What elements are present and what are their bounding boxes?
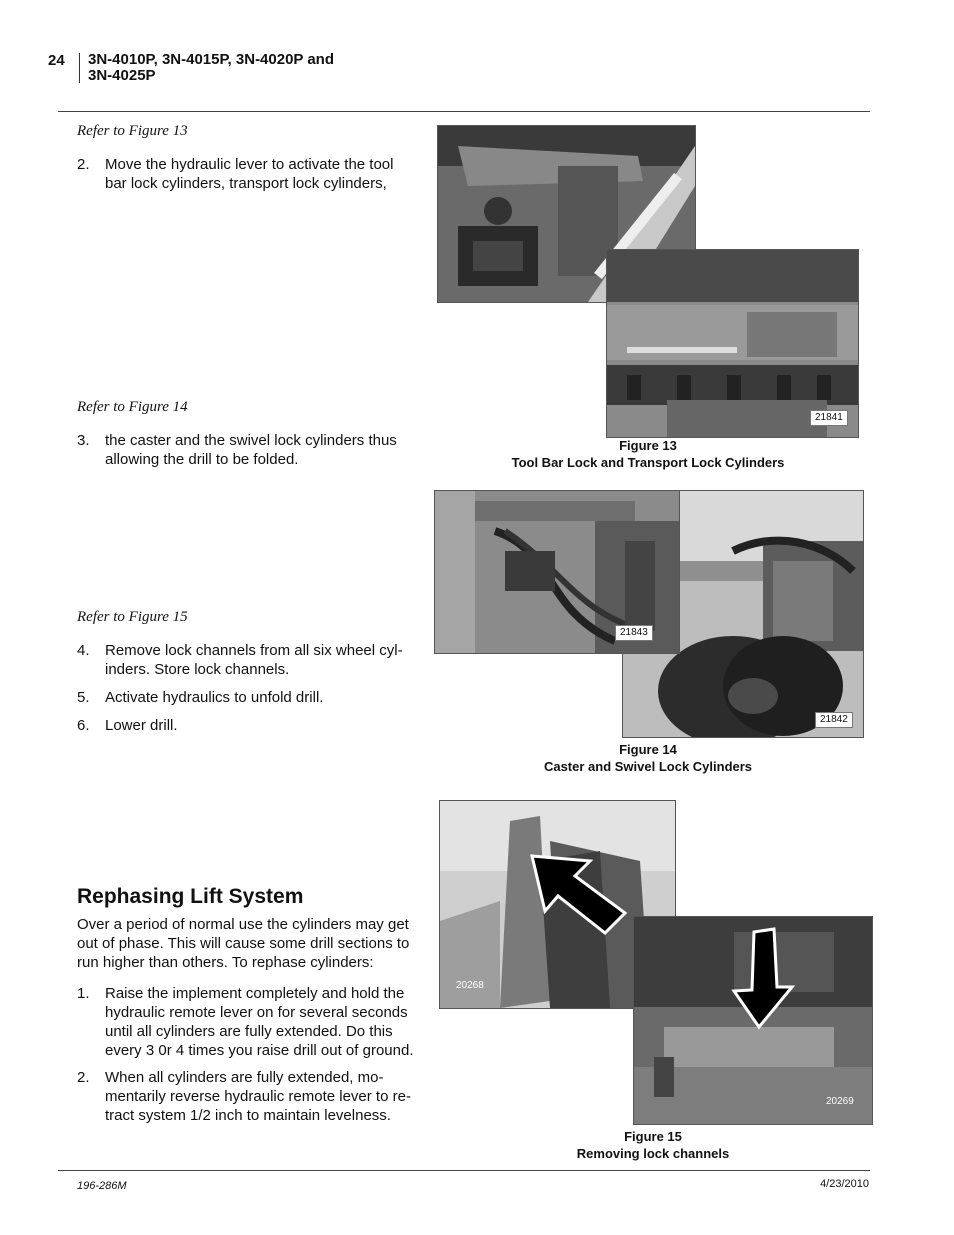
- step-number: 2.: [77, 1069, 90, 1086]
- header-rule: [58, 111, 870, 112]
- revision-date: 4/23/2010: [820, 1178, 869, 1190]
- intro-paragraph: Over a period of normal use the cylinders may get out of phase. This will cause some drill sections to run higher than others. To rephase cylinders:: [77, 916, 410, 971]
- figure-title: Tool Bar Lock and Transport Lock Cylinders: [511, 455, 785, 470]
- header-divider: [79, 53, 80, 83]
- step-text: Raise the implement completely and hold the hydraulic remote lever on for several seconds until all cylinders are fully extended. Do this every 3 0r 4 times you raise drill out of ground.: [105, 985, 414, 1059]
- page-title: [88, 52, 334, 84]
- step-text: Lower drill.: [105, 717, 178, 734]
- step-5: [77, 688, 417, 707]
- page-number: 24: [48, 52, 65, 69]
- page-title-line2: 3N-4025P: [88, 67, 156, 84]
- step-number: 4.: [77, 642, 90, 659]
- rephase-step-1: [77, 984, 417, 1060]
- step-text: Move the hydraulic lever to activate the tool bar lock cylinders, transport lock cylinders,: [105, 156, 394, 192]
- step-number: 2.: [77, 156, 90, 173]
- step-4: [77, 641, 417, 679]
- ref-figure-14: Refer to Figure 14: [77, 399, 188, 415]
- ref-figure-15: Refer to Figure 15: [77, 609, 188, 625]
- step-text: Activate hydraulics to unfold drill.: [105, 689, 324, 706]
- page-title-line1: 3N-4010P, 3N-4015P, 3N-4020P and: [88, 51, 334, 68]
- step-number: 5.: [77, 689, 90, 706]
- photo-id-label: 21843: [615, 625, 653, 641]
- step-text: the caster and the swivel lock cylinders thus allowing the drill to be folded.: [105, 432, 397, 468]
- figure15-photo-b: [633, 916, 873, 1125]
- figure14-caption: [470, 741, 826, 775]
- photo-id-label: 20268: [456, 980, 484, 991]
- footer-rule: [58, 1170, 870, 1171]
- rephase-step-2: [77, 1068, 417, 1125]
- document-number: 196-286M: [77, 1180, 127, 1192]
- figure15-caption: [475, 1128, 831, 1162]
- step-number: 3.: [77, 432, 90, 449]
- photo-id-label: 21842: [815, 712, 853, 728]
- figure-label: Figure 15: [624, 1129, 682, 1144]
- figure13-photo-b: [606, 249, 859, 438]
- ref-figure-13: Refer to Figure 13: [77, 123, 188, 139]
- step-text: Remove lock channels from all six wheel cyl-inders. Store lock channels.: [105, 642, 403, 678]
- step-6: [77, 716, 417, 735]
- photo-id-label: 20269: [826, 1096, 854, 1107]
- figure-title: Caster and Swivel Lock Cylinders: [543, 759, 753, 774]
- step-number: 1.: [77, 985, 90, 1002]
- step-3: [77, 431, 417, 469]
- figure-label: Figure 13: [619, 438, 677, 453]
- step-number: 6.: [77, 717, 90, 734]
- figure-title: Removing lock channels: [576, 1146, 730, 1161]
- photo-id-label: 21841: [810, 410, 848, 426]
- section-heading: Rephasing Lift System: [77, 885, 304, 908]
- figure13-caption: [470, 437, 826, 471]
- step-2: [77, 155, 417, 193]
- step-text: When all cylinders are fully extended, mo-mentarily reverse hydraulic remote lever to re-tract system 1/2 inch to maintain levelness.: [105, 1069, 411, 1124]
- figure14-photo-a: [434, 490, 680, 654]
- figure-label: Figure 14: [619, 742, 677, 757]
